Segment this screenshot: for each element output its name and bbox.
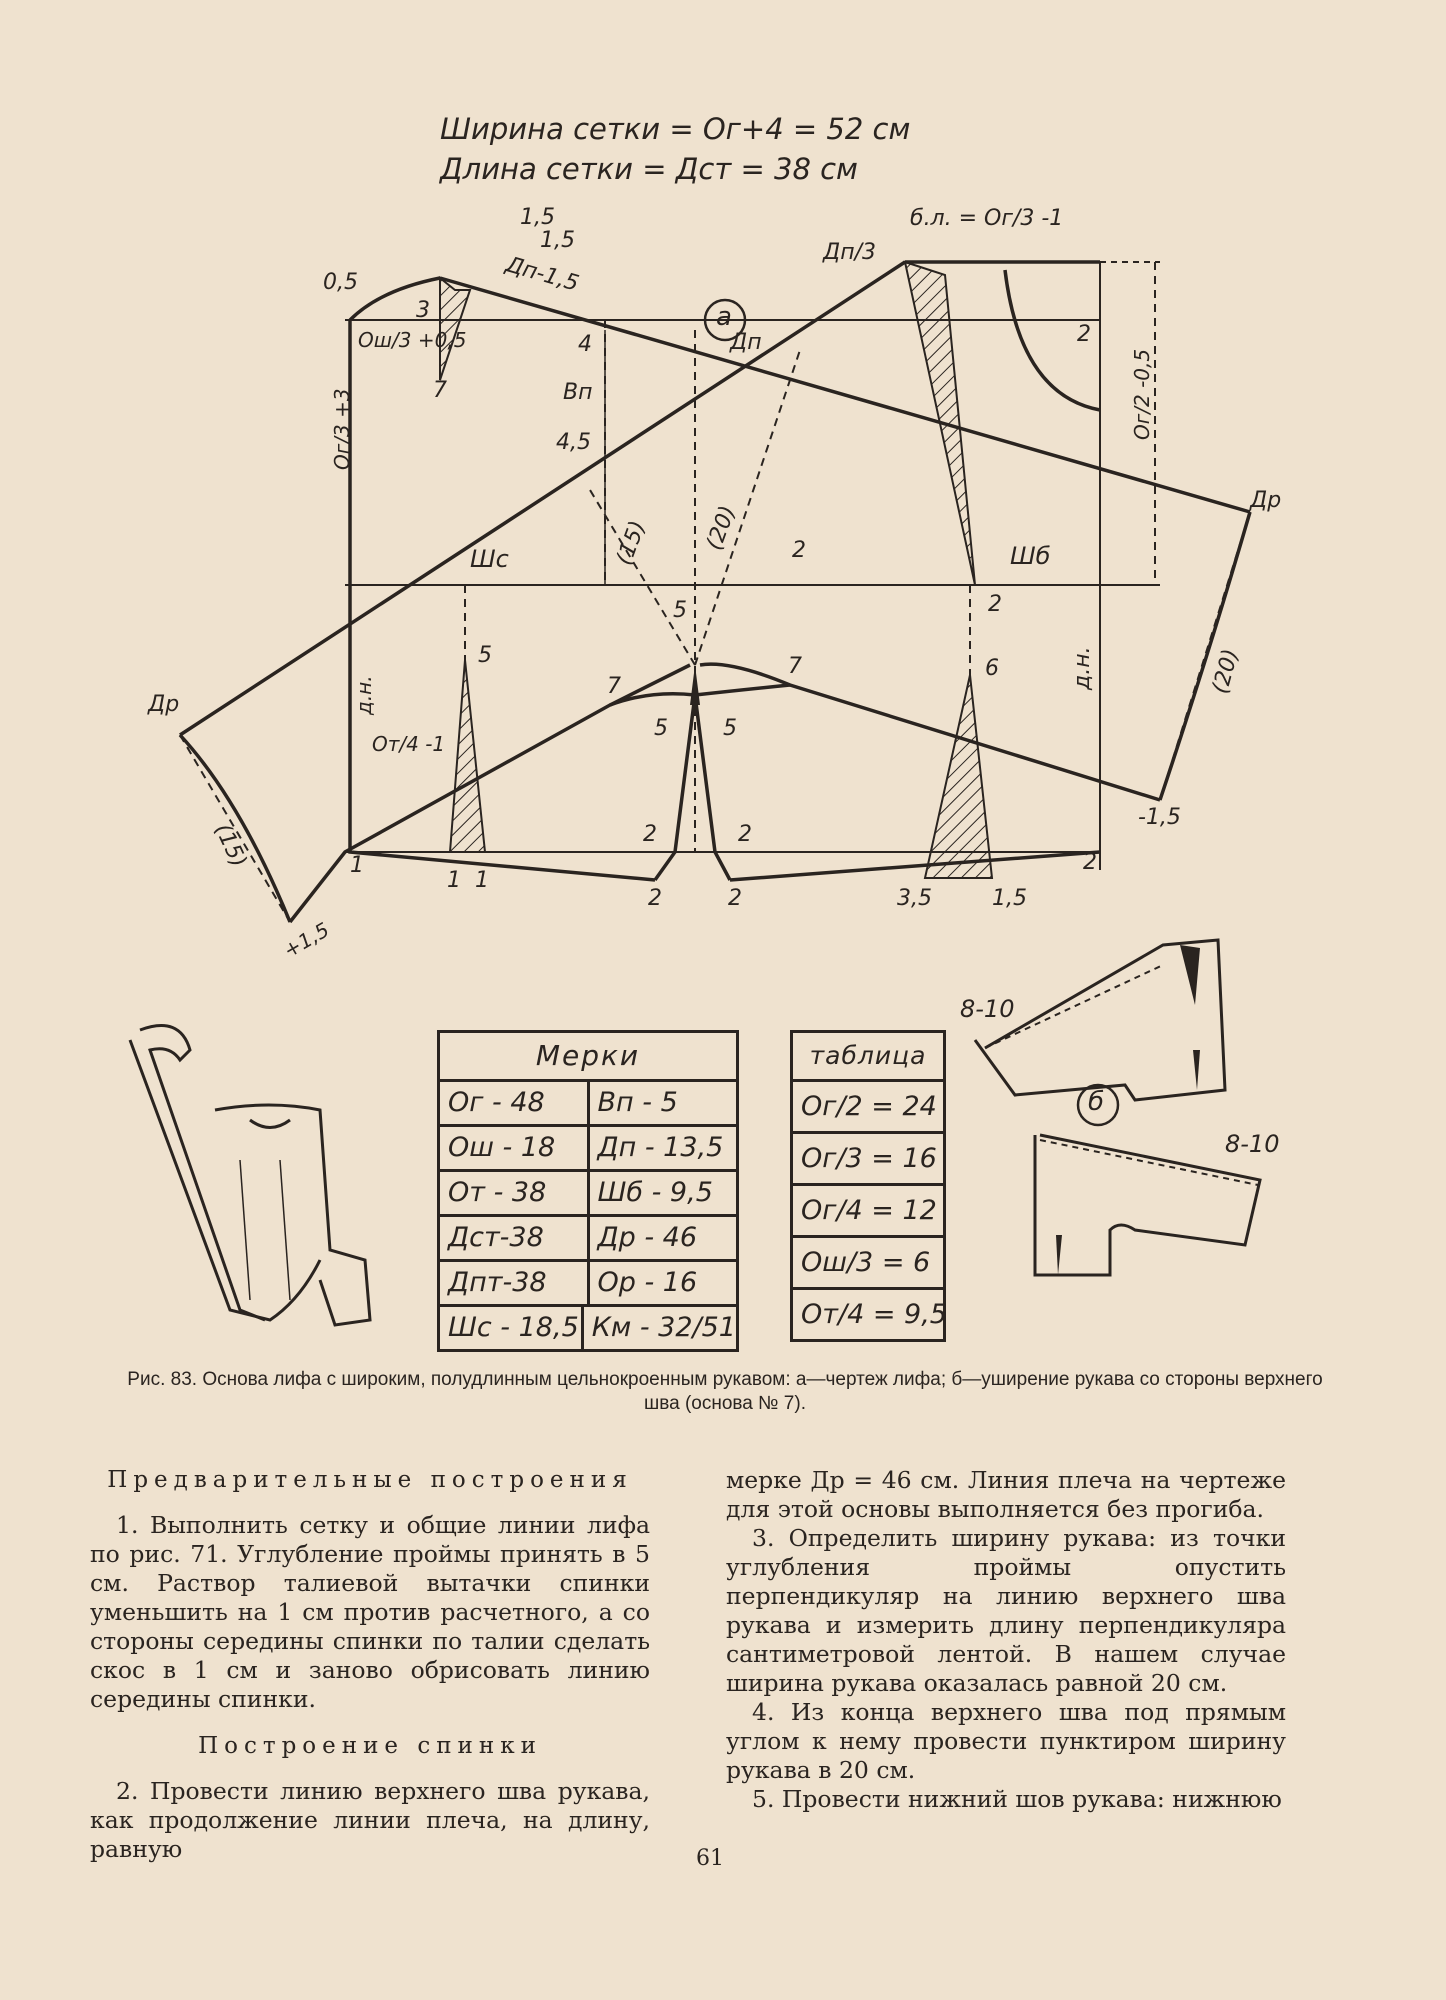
measure-cell: Ог - 48 bbox=[448, 1087, 545, 1118]
formula-cell: Ог/4 = 12 bbox=[801, 1195, 937, 1226]
label-3-5: 3,5 bbox=[897, 886, 932, 911]
label-minus-1-5: -1,5 bbox=[1138, 805, 1181, 830]
measure-cell: Ор - 16 bbox=[587, 1262, 737, 1304]
left-column bbox=[90, 1466, 650, 1864]
front-waist-dart bbox=[925, 675, 992, 878]
label-20-b: (20) bbox=[1208, 646, 1244, 697]
table-row bbox=[440, 1172, 736, 1217]
label-7-a: 7 bbox=[433, 378, 447, 403]
right-column bbox=[726, 1466, 1286, 1814]
front-waist bbox=[730, 852, 1100, 880]
table-row bbox=[440, 1127, 736, 1172]
label-dr-left: Др bbox=[148, 692, 180, 717]
table-row bbox=[793, 1134, 943, 1186]
label-3: 3 bbox=[416, 298, 430, 323]
label-dn-right: д.н. bbox=[1070, 646, 1095, 690]
section-heading-preliminary: Предварительные построения bbox=[107, 1467, 633, 1493]
label-7-c: 7 bbox=[788, 654, 802, 679]
label-osh-3: Ош/3 +0,5 bbox=[358, 328, 467, 352]
formula-table bbox=[790, 1030, 946, 1342]
label-a: а bbox=[716, 302, 732, 332]
back-sleeve-top-seam bbox=[440, 278, 1250, 512]
label-vp: Вп bbox=[563, 380, 593, 405]
label-2-c: 2 bbox=[988, 592, 1002, 617]
label-8-10-a: 8-10 bbox=[960, 995, 1015, 1023]
measure-cell: От - 38 bbox=[448, 1177, 547, 1208]
label-15-c: (15) bbox=[612, 517, 651, 569]
table-row bbox=[440, 1217, 736, 1262]
label-shs: Шс bbox=[470, 545, 509, 573]
table-row bbox=[440, 1307, 736, 1349]
label-2-h: 2 bbox=[728, 886, 742, 911]
label-4-5: 4,5 bbox=[556, 430, 591, 455]
paragraph-2: 2. Провести линию верхнего шва рукава, как продолжение линии плеча, на длину, равную bbox=[90, 1777, 650, 1863]
label-5-d: 5 bbox=[723, 716, 737, 741]
label-dp-mid: Дп bbox=[730, 330, 762, 355]
label-dr-right: Др bbox=[1250, 488, 1282, 513]
label-5-b: 5 bbox=[478, 643, 492, 668]
page-number: 61 bbox=[696, 1846, 724, 1871]
measure-cell: Ош - 18 bbox=[448, 1132, 556, 1163]
paragraph-1: 1. Выполнить сетку и общие линии лифа по рис. 71. Углубление проймы принять в 5 см. Раствор талиевой вытачки спинки уменьшить на 1 см против расчетного, а со стороны середины спинки по талии сделать скос в 1 см и заново обрисовать линию середины спинки. bbox=[90, 1511, 650, 1713]
label-2-a: 2 bbox=[1077, 322, 1091, 347]
label-2-e: 2 bbox=[738, 822, 752, 847]
formula-cell: От/4 = 9,5 bbox=[801, 1299, 947, 1330]
measure-cell: Вп - 5 bbox=[587, 1082, 737, 1124]
label-15-d: (15) bbox=[209, 820, 252, 872]
label-og2-05: Ог/2 -0,5 bbox=[1130, 348, 1154, 440]
label-6: 6 bbox=[985, 656, 999, 681]
label-shb: Шб bbox=[1010, 542, 1051, 570]
label-plus-1-5: +1,5 bbox=[279, 917, 334, 963]
label-5-a: 5 bbox=[673, 598, 687, 623]
figure-sketch bbox=[130, 1026, 370, 1326]
label-dp-3: Дп/3 bbox=[823, 240, 876, 265]
measure-cell: Дп - 13,5 bbox=[587, 1127, 737, 1169]
paragraph-5: 5. Провести нижний шов рукава: нижнюю bbox=[752, 1785, 1282, 1813]
measure-cell: Дпт-38 bbox=[448, 1267, 547, 1298]
label-1-5-e: 1,5 bbox=[992, 886, 1027, 911]
bl-formula: б.л. = Ог/3 -1 bbox=[910, 206, 1064, 231]
label-1-c: 1 bbox=[475, 868, 489, 893]
measure-cell: Шб - 9,5 bbox=[587, 1172, 737, 1214]
label-og3-3: Ог/3 +3 bbox=[330, 388, 354, 470]
figure-caption: Рис. 83. Основа лифа с широким, полудлинным цельнокроенным рукавом: а—чертеж лифа; б—уширение рукава со стороны верхнего шва (основа № 7). bbox=[127, 1369, 1323, 1414]
label-2-g: 2 bbox=[648, 886, 662, 911]
table-row bbox=[793, 1186, 943, 1238]
label-20-a: (20) bbox=[702, 502, 741, 554]
measures-title: Мерки bbox=[440, 1033, 736, 1082]
label-4: 4 bbox=[578, 332, 592, 357]
label-1-a: 1 bbox=[350, 853, 364, 878]
table-row bbox=[793, 1082, 943, 1134]
label-1-5-b: 1,5 bbox=[540, 228, 575, 253]
sleeve-width-dash-20 bbox=[695, 350, 800, 665]
measure-cell: Шс - 18,5 bbox=[448, 1312, 579, 1343]
formula-cell: Ош/3 = 6 bbox=[801, 1247, 931, 1278]
label-5-c: 5 bbox=[654, 716, 668, 741]
table-row bbox=[793, 1290, 947, 1339]
measures-table bbox=[437, 1030, 739, 1352]
front-shoulder-dart bbox=[905, 262, 975, 585]
paragraph-2-cont: мерке Др = 46 см. Линия плеча на чертеже для этой основы выполняется без прогиба. bbox=[726, 1466, 1286, 1523]
measure-cell: Км - 32/51 bbox=[581, 1307, 736, 1349]
back-waist-dart bbox=[450, 660, 485, 852]
label-2-f: 2 bbox=[1083, 850, 1097, 875]
label-ot4-1: От/4 -1 bbox=[372, 732, 446, 756]
label-8-10-b: 8-10 bbox=[1225, 1130, 1280, 1158]
grid-length-title: Длина сетки = Дст = 38 см bbox=[440, 152, 858, 186]
label-0-5: 0,5 bbox=[323, 270, 358, 295]
back-outline bbox=[350, 320, 655, 880]
paragraph-4: 4. Из конца верхнего шва под прямым углом к нему провести пунктиром ширину рукава в 20 см. bbox=[726, 1698, 1286, 1784]
label-2-b: 2 bbox=[792, 538, 806, 563]
label-dn-left: д.н. bbox=[352, 675, 376, 715]
label-1-b: 1 bbox=[447, 868, 461, 893]
label-b: б bbox=[1088, 1087, 1105, 1117]
label-1-5-a: 1,5 bbox=[520, 205, 555, 230]
table-row bbox=[440, 1082, 736, 1127]
measure-cell: Дст-38 bbox=[448, 1222, 544, 1253]
paragraph-3: 3. Определить ширину рукава: из точки углубления проймы опустить перпендикуляр на линию верхнего шва рукава и измерить длину перпендикуляра сантиметровой лентой. В нашем случае ширина рукава оказалась равной 20 см. bbox=[726, 1524, 1286, 1697]
formula-title: таблица bbox=[793, 1033, 943, 1082]
formula-cell: Ог/3 = 16 bbox=[801, 1143, 937, 1174]
label-dp-1-5: Дп-1,5 bbox=[502, 252, 582, 297]
table-row bbox=[440, 1262, 736, 1307]
table-row bbox=[793, 1238, 943, 1290]
grid-width-title: Ширина сетки = Ог+4 = 52 см bbox=[440, 112, 911, 146]
label-7-b: 7 bbox=[607, 674, 621, 699]
measure-cell: Др - 46 bbox=[587, 1217, 737, 1259]
formula-cell: Ог/2 = 24 bbox=[801, 1091, 937, 1122]
section-heading-back: Построение спинки bbox=[198, 1733, 542, 1759]
label-2-d: 2 bbox=[643, 822, 657, 847]
